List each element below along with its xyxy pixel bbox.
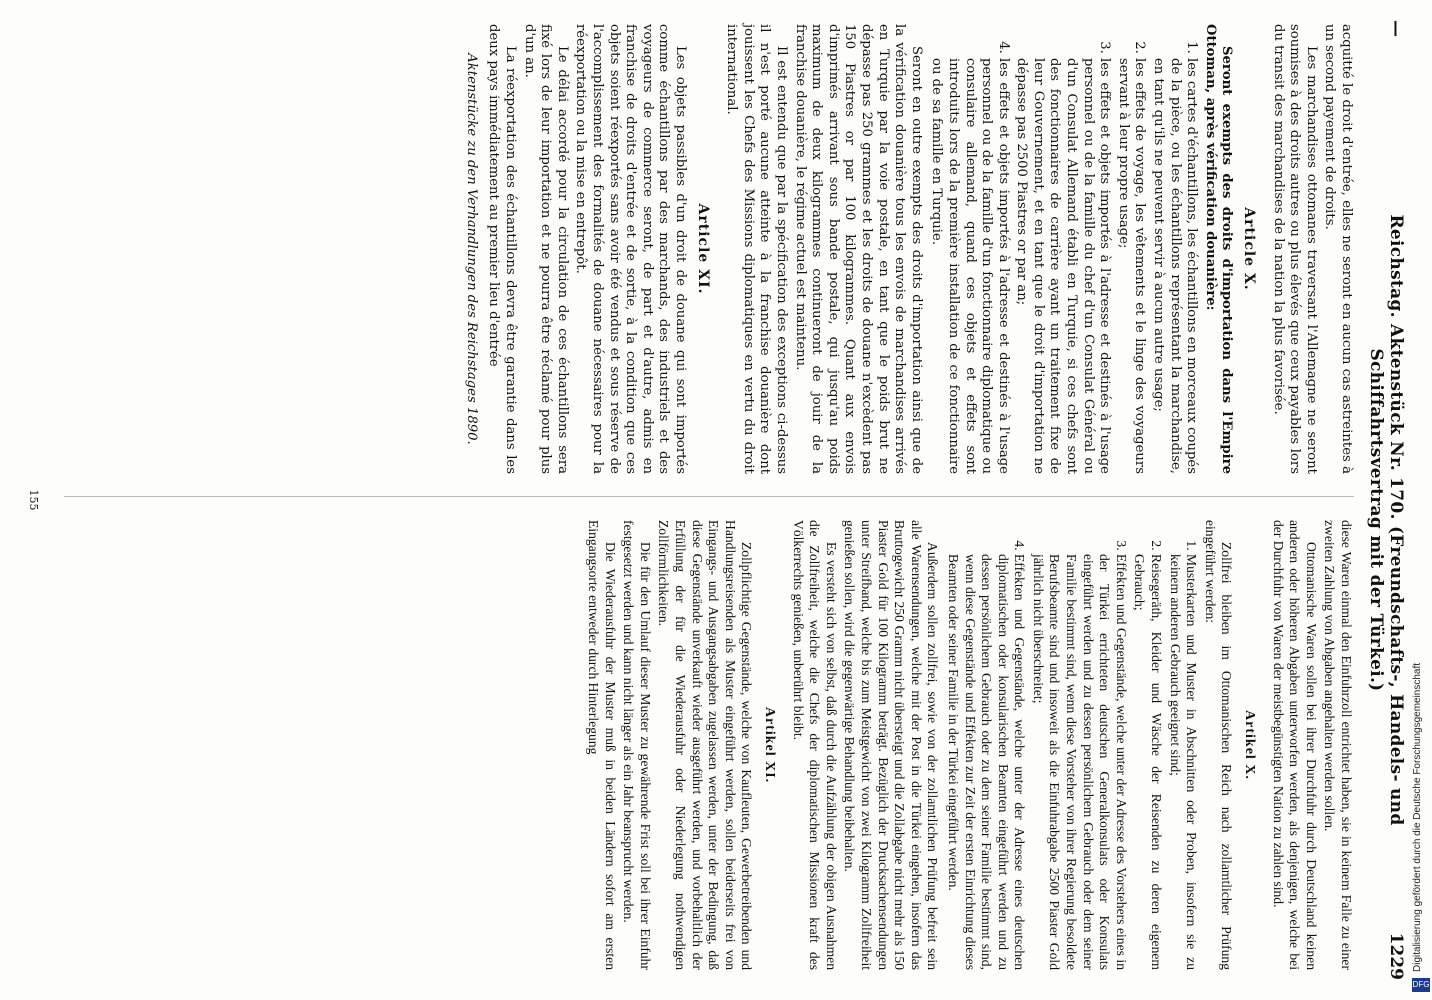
de-article-xi-title: Artikel XI. (762, 706, 777, 784)
page-header (1366, 20, 1410, 980)
de-paragraph-frist: Die für den Umlauf dieser Muster zu gewährende Frist soll bei ihrer Einfuhr festgesetzt werden und kann nicht länger als ein Jahr beansprucht werden. (621, 520, 653, 970)
list-item: 1. Musterkarten und Muster in Abschnitten oder Proben, insofern sie zu keinem anderen Gebrauch geeignet sind; (1166, 554, 1199, 970)
list-item: 2. Reisegeräth, Kleider und Wäsche der Reisenden zu deren eigenem Gebrauch; (1131, 554, 1164, 970)
digitization-credit: Digitalisierung gefördert durch die Deutsche Forschungsgemeinschaft (1412, 662, 1423, 972)
fr-paragraph-seront: Seront en outre exempts des droits d'importation ainsi que de la vérification douanière tous les envois de marchandises arrivés en Turquie par la voie postale, en tant que le poids brut ne dépasse pas 250 grammes et les droits de douane n'excèdent pas 150 Piastres or par 100 kilogrammes. Quant aux envois d'imprimés arrivant sous bande postale, qui jusqu'au poids maximum de deux kilogrammes continueront de jouir de la franchise douanière, le régime actuel est maintenu. (792, 24, 924, 474)
fr-intro: acquitté le droit d'entrée, elles ne seront en aucun cas astreintes à un second payement de droits. (1322, 24, 1354, 474)
fr-article-x-lead: Seront exempts des droits d'importation dans l'Empire Ottoman, après vérification douanière: (1202, 24, 1235, 474)
list-item: 2. les effets de voyage, les vêtements et le linge des voyageurs servant à leur propre usage; (1114, 58, 1147, 474)
page-footer-number: 155 (27, 489, 40, 511)
fr-paragraph-entendu: Il est entendu que par la spécification des exceptions ci-dessus il n'est porté aucune atteinte à la franchise douanière dont jouissent les Chefs des Missions diplomatiques en vertu du droit international. (724, 24, 789, 474)
fr-paragraph-reexportation: La réexportation des échantillons devra être garantie dans les deux pays immédiatement au premier lieu d'entrée (486, 24, 519, 474)
fr-paragraph-delai: Le délai accordé pour la circulation de ces échantillons sera fixé lors de leur importation et ne pourra être réclamé pour plus d'un an. (521, 24, 570, 474)
fr-paragraph-ottomanes: Les marchandises ottomanes traversant l'Allemagne ne seront soumises à des droits autres ou plus élevés que ceux payables lors du transit des marchandises de la nation la plus favorisée. (1270, 24, 1319, 474)
de-paragraph-ausserdem: Außerdem sollen zollfrei, sowie von der zollamtlichen Prüfung befreit sein alle Warensendungen, welche mit der Post in die Türkei eingehen, insofern das Bruttogewicht 250 Gramm nicht übersteigt und die Zollabgabe nicht mehr als 150 Piaster Gold für 100 Kilogramm beträgt. Bezüglich der Drucksachensendungen unter Streifband, welche bis zum Meistgewicht von zwei Kilogramm Zollfreiheit genießen sollen, wird die gegenwärtige Behandlung beibehalten. (842, 520, 941, 970)
de-article-x-lead: Zollfrei bleiben im Ottomanischen Reich nach zollamtlicher Prüfung eingeführt werden: (1202, 520, 1235, 970)
list-item: 4. les effets et objets importés à l'adresse et destinés à l'usage personnel ou de la famille d'un fonctionnaire diplomatique ou consulaire allemand, quand ces objets et effets sont introduits lors de la première installation de ce fonctionnaire ou de sa famille en Turquie. (928, 58, 1011, 474)
de-exemption-list (944, 520, 1199, 970)
left-page-number: — (1386, 20, 1406, 37)
fr-article-xi-title: Article XI. (694, 203, 711, 295)
right-page-number: 1229 (1386, 932, 1406, 980)
de-article-x-title: Artikel X. (1242, 710, 1258, 780)
list-item: 3. les effets et objets importés à l'adresse et destinés à l'usage personnel ou de la famille du chef d'un Consulat Général ou d'un Consulat Allemand établi en Turquie, si ces chefs sont des fonctionnaires de carrière ayant un traitement fixe de leur Gouvernement, et en tant que le droit d'importation ne dépasse pas 2500 Piastres or par an; (1013, 58, 1113, 474)
de-paragraph-zollpflichtige: Zollpflichtige Gegenstände, welche von Kaufleuten, Gewerbetreibenden und Handlungsreisenden als Muster eingeführt werden, sollen beiderseits frei von Eingangs- und Ausgangsabgaben zugelassen werden, unter der Bedingung, daß diese Gegenstände unverkauft wieder ausgeführt werden, und vorbehaltlich der Erfüllung der für die Wiederausfuhr oder Niederlegung nothwendigen Zollförmlichkeiten. (656, 520, 755, 970)
de-intro: diese Waren einmal den Einfuhrzoll entrichtet haben, sie in keinem Falle zu einer zweiten Zahlung von Abgaben angehalten werden sollen. (1322, 520, 1354, 970)
de-paragraph-versteht: Es versteht sich von selbst, daß durch die Aufzählung der obigen Ausnahmen die Zollfreiheit, welche die Chefs der diplomatischen Missionen kraft des Völkerrechts genießen, unberührt bleibt. (790, 520, 839, 970)
list-item: 4. Effekten und Gegenstände, welche unter der Adresse eines deutschen diplomatischen oder konsularischen Beamten eingeführt werden und zu dessen persönlichem Gebrauch oder zu dem seiner Familie bestimmt sind, wenn diese Gegenstände und Effekten zur Zeit der ersten Einrichtung dieses Beamten oder seiner Familie in der Türkei eingeführt werden. (944, 554, 1027, 970)
fr-article-x-title: Article X. (1241, 207, 1258, 291)
de-paragraph-ottomanische: Ottomanische Waren sollen bei ihrer Durchfuhr durch Deutschland keinen anderen oder höheren Abgaben unterworfen werden, als denjenigen, welche bei der Durchfuhr von Waren der meistbegünstigten Nation zu zahlen sind. (1270, 520, 1319, 970)
french-column (54, 24, 1354, 474)
list-item: 3. Effekten und Gegenstände, welche unter der Adresse des Vorstehers eines in der Türkei errichteten deutschen Generalkonsulats oder Konsulats eingeführt werden und zu dessen persönlichem Gebrauch oder dem seiner Familie bestimmt sind, wenn diese Vorsteher von ihrer Regierung besoldete Berufsbeamte sind und insoweit als die Einfuhrabgabe 2500 Piaster Gold jährlich nicht überschreitet; (1029, 554, 1129, 970)
list-item: 1. les cartes d'échantillons, les échantillons en morceaux coupés de la pièce, ou les échantillons représentant la marchandise, en tant qu'ils ne peuvent servir à aucun autre usage; (1149, 58, 1199, 474)
volume-signature: Aktenstücke zu den Verhandlungen des Reichstages 1890. (463, 53, 479, 445)
column-divider (64, 496, 1354, 497)
de-paragraph-wiederausfuhr: Die Wiederausfuhr der Muster muß in beiden Ländern sofort am ersten Eingangsorte entweder durch Hinterlegung (586, 520, 618, 970)
fr-exemption-list (928, 24, 1200, 474)
dfg-logo-icon: DFG (1412, 978, 1430, 992)
running-head: Reichstag. Aktenstück Nr. 170. (Freundschafts-, Handels- und Schiffahrtsvertrag mit der Türkei.) (1366, 214, 1406, 826)
german-column (54, 520, 1354, 970)
fr-paragraph-objets: Les objets passibles d'un droit de douane qui sont importés comme échantillons par des marchands, des industriels et des voyageurs de commerce seront, de part et d'autre, admis en franchise de droits d'entrée et de sortie, à la condition que ces objets soient réexportés sans avoir été vendus et sous réserve de l'accomplissement des formalités de douane nécessaires pour la réexportation ou la mise en entrepôt. (573, 24, 689, 474)
